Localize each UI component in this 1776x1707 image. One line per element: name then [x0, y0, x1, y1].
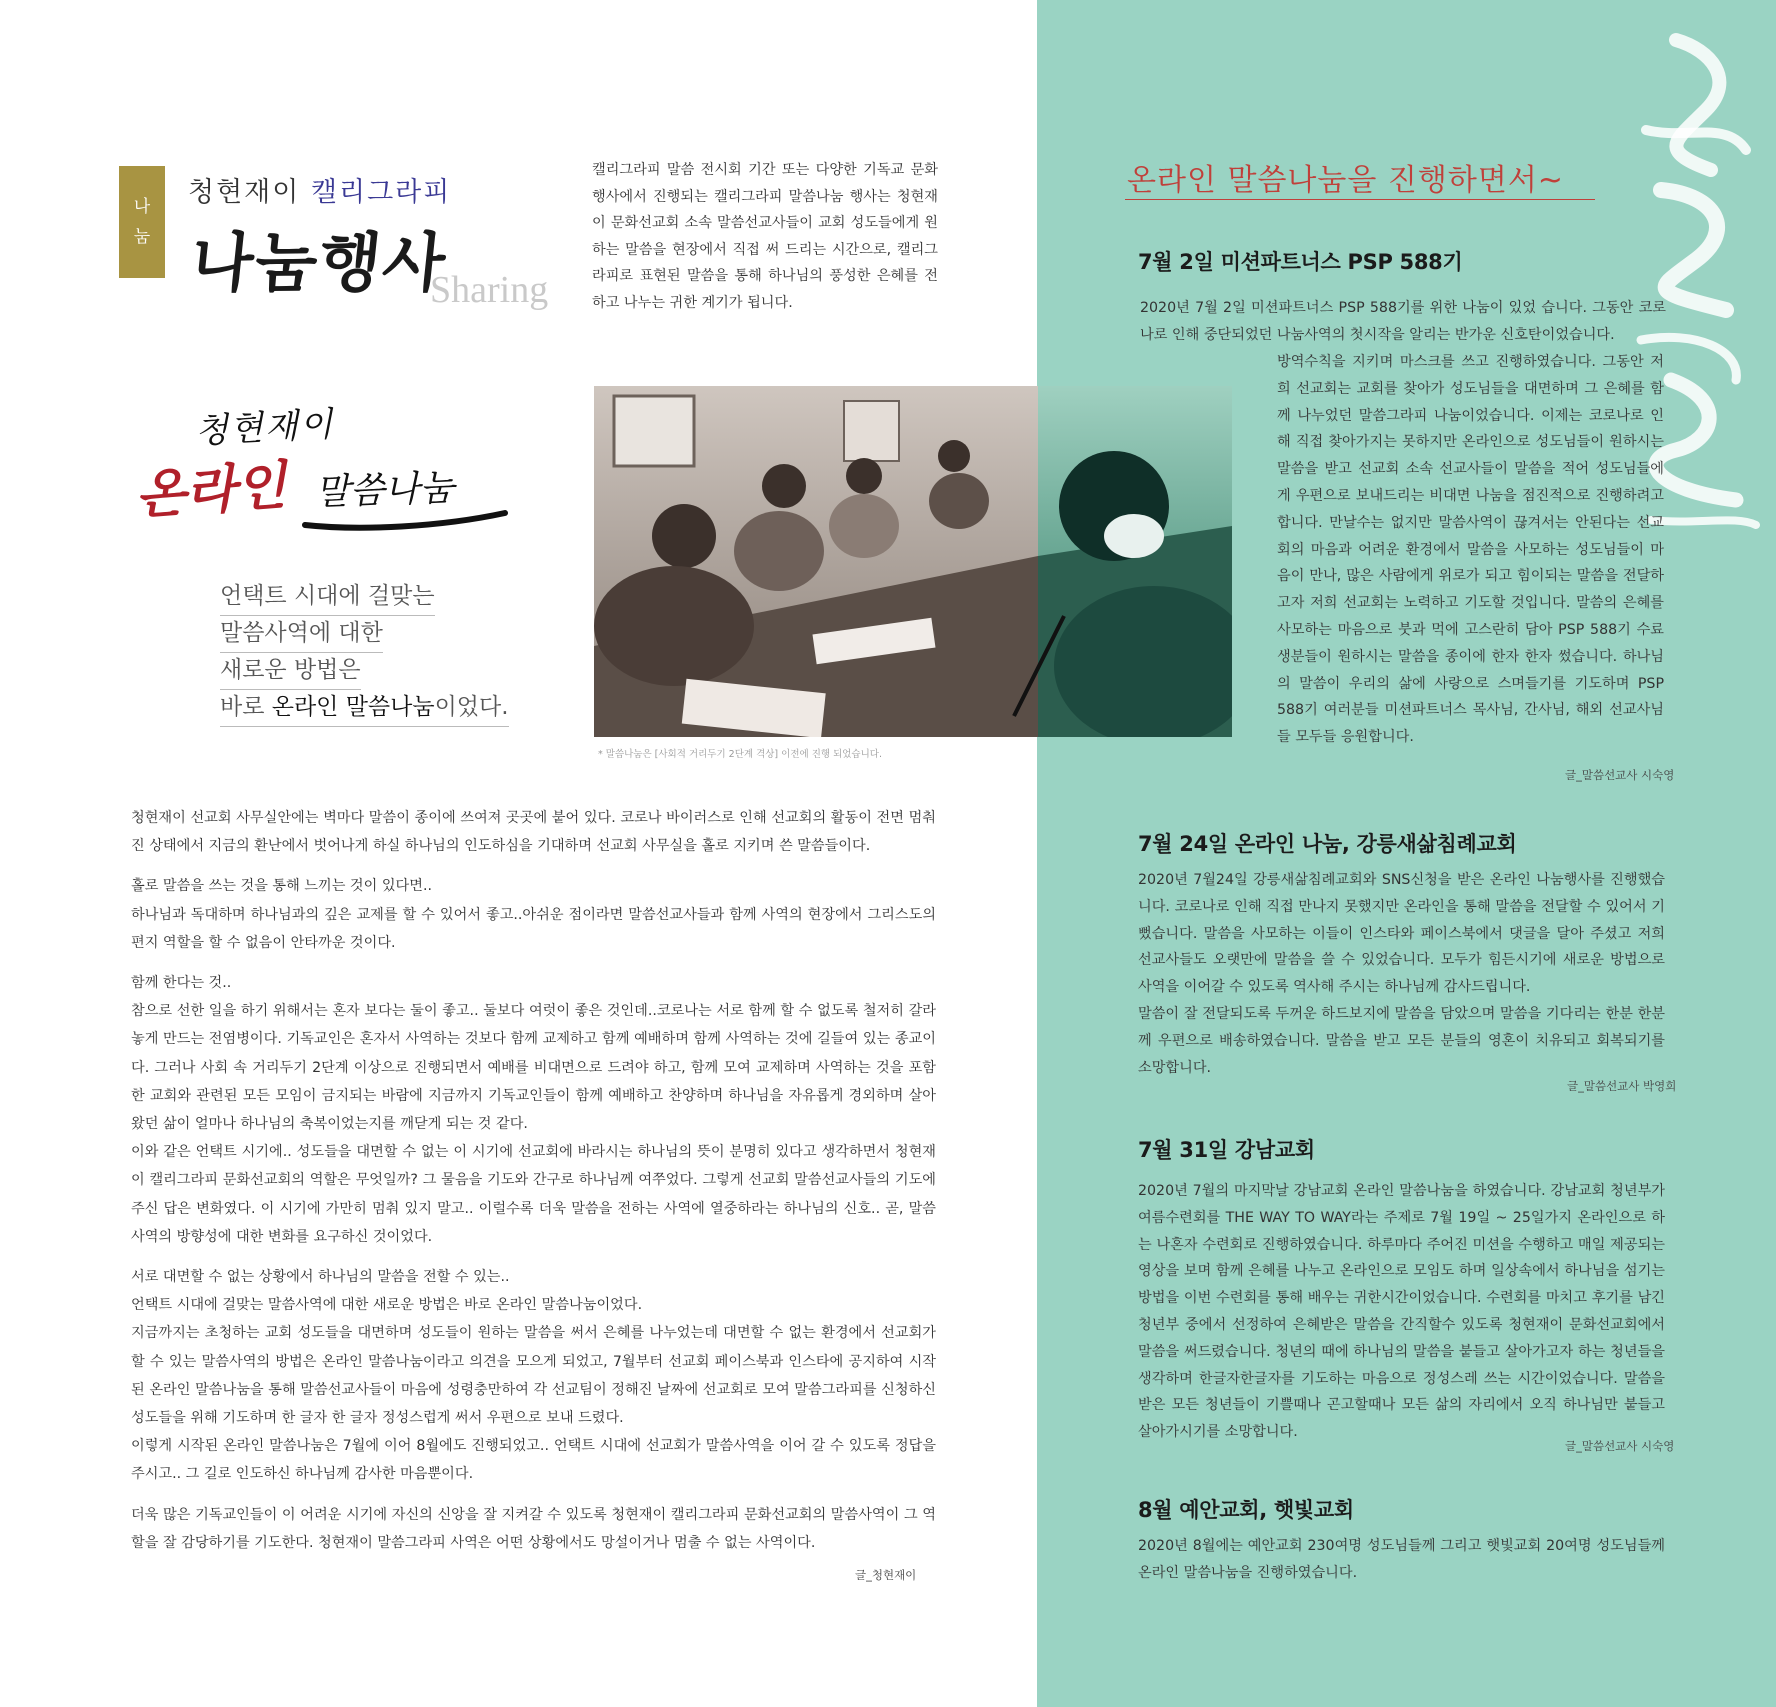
main-paragraph-3b: 참으로 선한 일을 하기 위해서는 혼자 보다는 둘이 좋고.. 둘보다 여럿이 좋은 것인데..코로나는 서로 함께 할 수 없도록 철저히 갈라 놓게 만드는 전염병이다. 기독교인은 혼자서 사역하는 것보다 함께 교제하고 함께 예배하며 함께 사역하는 것에 길들여 있는 종교이다. 그러나 사회 속 거리두기 2단계 이상으로 진행되면서 예배를 비대면으로 드려야 하고, 함께 모여 교제하며 사역하는 것을 포함한 교회와 관련된 모든 모임이 금지되는 바람에 지금까지 기독교인들이 함께 예배하고 찬양하며 하나님을 자유롭게 경외하며 살아왔던 삶이 얼마나 하나님의 축복이었는지를 깨닫게 되는 것 같다. [131, 1003, 936, 1133]
calligraphy-brush-stroke [300, 505, 510, 535]
header-subtitle-plain: 청현재이 [188, 177, 301, 208]
page-title: 나눔행사 [187, 226, 451, 301]
section-heading-august: 8월 예안교회, 햇빛교회 [1138, 1498, 1354, 1522]
intro-paragraph: 캘리그라피 말씀 전시회 기간 또는 다양한 기독교 문화 행사에서 진행되는 캘리그라피 말씀나눔 행사는 청현재이 문화선교회 소속 말씀선교사들이 교회 성도들에게 원하는 말씀을 현장에서 직접 써 드리는 시간으로, 캘리그라피로 표현된 말씀을 통해 하나님의 풍성한 은혜를 전하고 나누는 귀한 계기가 됩니다. [592, 162, 938, 311]
section-gangneung-paragraph-1: 2020년 7월24일 강릉새삶침례교회와 SNS신청을 받은 온라인 나눔행사를 진행했습니다. 코로나로 인해 직접 만나지 못했지만 온라인을 통해 말씀을 전달할 수 있어서 기뻤습니다. 말씀을 사모하는 이들이 인스타와 페이스북에서 댓글을 달아 주셨고 저희 선교사들도 오랫만에 말씀을 쓸 수 있었습니다. 모두가 힘든시기에 새로운 방법으로 사역을 이어갈 수 있도록 역사해 주시는 하나님께 감사드립니다. [1138, 872, 1665, 996]
main-paragraph-1: 청현재이 선교회 사무실안에는 벽마다 말씀이 종이에 쓰여져 곳곳에 붙어 있다. 코로나 바이러스로 인해 선교회의 활동이 전면 멈춰진 상태에서 지금의 환난에서 벗어나게 하실 하나님의 인도하심을 기대하며 선교회 사무실을 홀로 지키며 쓴 말씀들이다. [131, 810, 936, 855]
page-title-english: Sharing [430, 269, 549, 311]
right-title-underline [1125, 199, 1595, 200]
section-psp-intro: 2020년 7월 2일 미션파트너스 PSP 588기를 위한 나눔이 있었 습니다. 그동안 코로나로 인해 중단되었던 나눔사역의 첫시작을 알리는 반가운 신호탄이었습니다. [1140, 300, 1666, 343]
category-tag-char-1: 나 [133, 197, 151, 217]
main-paragraph-2b: 하나님과 독대하며 하나님과의 깊은 교제를 할 수 있어서 좋고..아쉬운 점이라면 말씀선교사들과 함께 사역의 현장에서 그리스도의 편지 역할을 할 수 없음이 안타까운 것이다. [131, 906, 936, 951]
tagline-line-3: 새로운 방법은 [220, 651, 361, 690]
section-heading-gangnam: 7월 31일 강남교회 [1138, 1138, 1315, 1162]
section-gangnam-body: 2020년 7월의 마지막날 강남교회 온라인 말씀나눔을 하였습니다. 강남교회 청년부가 여름수련회를 THE WAY TO WAY라는 주제로 7월 19일 ~ 25일가지 온라인으로 하는 나혼자 수련회로 진행하였습니다. 하루마다 주어진 미션을 수행하고 매일 제공되는 영상을 보며 함께 은혜를 나누고 온라인으로 모임도 하며 일상속에서 하나님을 섬기는 방법을 이번 수련회를 통해 배우는 귀한시간이었습니다. 수련회를 마치고 후기를 남긴 청년부 중에서 선정하여 은혜받은 말씀을 간직할수 있도록 청현재이 문화선교회에서 말씀을 써드렸습니다. 청년의 때에 하나님의 말씀을 붙들고 살아가고자 하는 청년들을 생각하며 한글자한글자를 기도하는 마음으로 정성스레 쓰는 시간이었습니다. 말씀을 받은 모든 청년들이 기쁠때나 곤고할때나 모든 삶의 자리에서 오직 하나님만 붙들고 살아가시기를 소망합니다. [1138, 1183, 1665, 1441]
main-article-body [131, 804, 936, 1557]
calligraphy-line-1: 청현재이 [194, 404, 336, 452]
section-psp-signature: 글_말씀선교사 시숙영 [1565, 768, 1675, 782]
main-paragraph-5: 더욱 많은 기독교인들이 이 어려운 시기에 자신의 신앙을 잘 지켜갈 수 있도록 청현재이 캘리그라피 문화선교회의 말씀사역이 그 역할을 잘 감당하기를 기도한다. 청현재이 말씀그라피 사역은 어떤 상황에서도 망설이거나 멈출 수 없는 사역이다. [131, 1506, 936, 1551]
photo-caption: * 말씀나눔은 [사회적 거리두기 2단계 격상] 이전에 진행 되었습니다. [598, 749, 882, 760]
header-subtitle [188, 170, 451, 209]
main-paragraph-4d: 이렇게 시작된 온라인 말씀나눔은 7월에 이어 8월에도 진행되었고.. 언택트 시대에 선교회가 말씀사역을 이어 갈 수 있도록 정답을 주시고.. 그 길로 인도하신 하나님께 감사한 마음뿐이다. [131, 1438, 936, 1483]
header-subtitle-accent: 캘리그라피 [310, 177, 452, 208]
tagline-line-4-suffix: 이었다. [434, 694, 509, 720]
section-heading-psp: 7월 2일 미션파트너스 PSP 588기 [1138, 250, 1463, 274]
main-signature: 글_청현재이 [855, 1568, 917, 1582]
main-paragraph-3c: 이와 같은 언택트 시기에.. 성도들을 대면할 수 없는 이 시기에 선교회에 바라시는 하나님의 뜻이 분명히 있다고 생각하면서 청현재이 캘리그라피 문화선교회의 역할은 무엇일까? 그 물음을 기도와 간구로 하나님께 여쭈었다. 그렇게 선교회 말씀선교사들의 기도에 주신 답은 변화였다. 이 시기에 가만히 멈춰 있지 말고.. 이럴수록 더욱 말씀을 전하는 사역에 열중하라는 하나님의 신호.. 곧, 말씀사역의 방향성에 대한 변화를 요구하신 것이었다. [131, 1144, 936, 1245]
section-august-body: 2020년 8월에는 예안교회 230여명 성도님들께 그리고 햇빛교회 20여명 성도님들께 온라인 말씀나눔을 진행하였습니다. [1138, 1538, 1665, 1581]
tagline-line-2: 말씀사역에 대한 [220, 614, 383, 653]
calligraphy-line-2-red: 온라인 [133, 454, 288, 527]
tagline-line-1: 언택트 시대에 걸맞는 [220, 577, 435, 616]
main-paragraph-4c: 지금까지는 초청하는 교회 성도들을 대면하며 성도들이 원하는 말씀을 써서 은혜를 나누었는데 대면할 수 없는 환경에서 선교회가 할 수 있는 말씀사역의 방법은 온라인 말씀나눔이라고 의견을 모으게 되었고, 7월부터 선교회 페이스북과 인스타에 공지하여 시작된 온라인 말씀나눔을 통해 말씀선교사들이 마음에 성령충만하여 각 선교팀이 정해진 날짜에 선교회로 모여 말씀그라피를 신청하신 성도들을 위해 기도하며 한 글자 한 글자 정성스럽게 써서 우편으로 보내 드렸다. [131, 1325, 936, 1427]
right-column-title: 온라인 말씀나눔을 진행하면서~ [1127, 163, 1564, 198]
section-gangneung-signature: 글_말씀선교사 박영희 [1567, 1079, 1677, 1093]
section-gangneung-body [1138, 867, 1665, 1081]
category-tag [119, 166, 165, 278]
tagline-line-4-bold: 온라인 말씀나눔 [271, 694, 435, 720]
main-paragraph-2a: 홀로 말씀을 쓰는 것을 통해 느끼는 것이 있다면.. [131, 878, 432, 895]
section-heading-gangneung: 7월 24일 온라인 나눔, 강릉새삶침례교회 [1138, 832, 1517, 856]
category-tag-char-2: 눔 [133, 227, 151, 247]
main-paragraph-4b: 언택트 시대에 걸맞는 말씀사역에 대한 새로운 방법은 바로 온라인 말씀나눔이었다. [131, 1297, 643, 1314]
main-paragraph-3a: 함께 한다는 것.. [131, 975, 232, 992]
tagline-line-4 [220, 688, 509, 727]
tagline-line-4-prefix: 바로 [220, 694, 272, 720]
section-psp-body: 방역수칙을 지키며 마스크를 쓰고 진행하였습니다. 그동안 저희 선교회는 교회를 찾아가 성도님들을 대면하며 그 은혜를 함께 나누었던 말씀그라피 나눔이었습니다. 이제는 코로나로 인해 직접 찾아가지는 못하지만 온라인으로 성도님들이 원하시는 말씀을 받고 선교회 소속 선교사들이 말씀을 적어 성도님들에게 우편으로 보내드리는 비대면 나눔을 점진적으로 진행하려고 합니다. 만날수는 없지만 말씀사역이 끊겨서는 안된다는 선교회의 마음과 어려운 환경에서 말씀을 사모하는 성도님들이 마음이 만나, 많은 사람에게 위로가 되고 힘이되는 말씀을 전달하고자 저희 선교회는 노력하고 기도할 것입니다. 말씀의 은혜를 사모하는 마음으로 붓과 먹에 고스란히 담아 PSP 588기 수료생분들이 원하시는 말씀을 종이에 한자 한자 썼습니다. 하나님의 말씀이 우리의 삶에 사랑으로 스며들기를 기도하며 PSP 588기 여러분들 미션파트너스 목사님, 간사님, 해외 선교사님들 모두들 응원합니다. [1277, 354, 1664, 746]
section-gangnam-signature: 글_말씀선교사 시숙영 [1565, 1439, 1675, 1453]
calligraphy-line-2-black: 말씀나눔 [314, 467, 455, 514]
section-gangneung-paragraph-2: 말씀이 잘 전달되도록 두꺼운 하드보지에 말씀을 담았으며 말씀을 기다리는 한분 한분께 우편으로 배송하였습니다. 말씀을 받고 모든 분들의 영혼이 치유되고 회복되기를 소망합니다. [1138, 1005, 1665, 1076]
calligraphy-session-photo [594, 386, 1232, 737]
main-paragraph-4a: 서로 대면할 수 없는 상황에서 하나님의 말씀을 전할 수 있는.. [131, 1269, 510, 1286]
